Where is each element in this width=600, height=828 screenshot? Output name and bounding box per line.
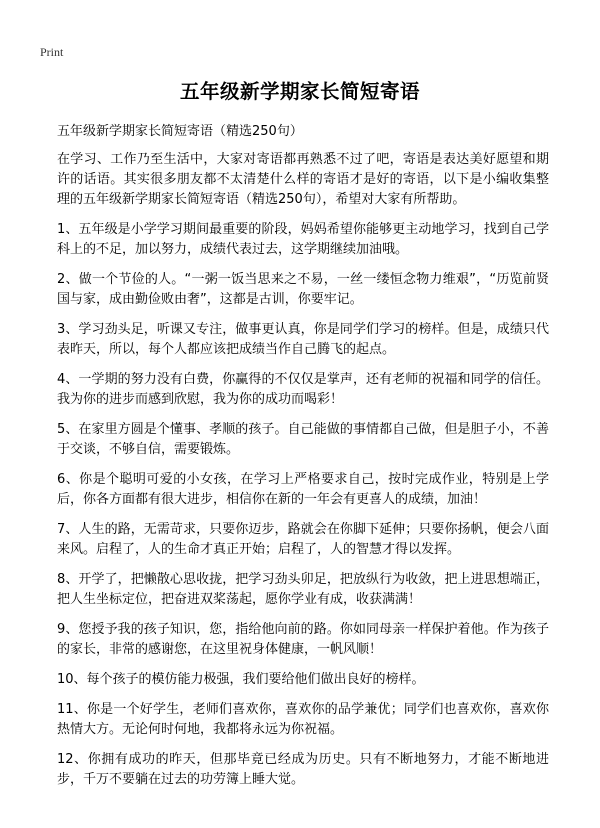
list-item: 8、开学了，把懒散心思收拢，把学习劲头卯足，把放纵行为收敛，把上进思想端正，把人生坐标定位，把奋进双桨荡起，愿你学业有成，收获满满！ — [57, 572, 549, 607]
print-link[interactable]: Print — [40, 45, 64, 59]
list-item: 9、您授予我的孩子知识，您，指给他向前的路。你如同母亲一样保护着他。作为孩子的家长，非常的感谢您，在这里祝身体健康，一帆风顺！ — [57, 622, 549, 657]
list-item: 4、一学期的努力没有白费，你赢得的不仅仅是掌声，还有老师的祝福和同学的信任。我为你的进步而感到欣慰，我为你的成功而喝彩！ — [57, 372, 549, 407]
intro-paragraph: 在学习、工作乃至生活中，大家对寄语都再熟悉不过了吧，寄语是表达美好愿望和期许的话语。其实很多朋友都不太清楚什么样的寄语才是好的寄语，以下是小编收集整理的五年级新学期家长简短寄语（精选250句），希望对大家有所帮助。 — [57, 152, 549, 207]
list-item: 5、在家里方圆是个懂事、孝顺的孩子。自己能做的事情都自己做，但是胆子小，不善于交谈，不够自信，需要锻炼。 — [57, 422, 549, 457]
list-item: 6、你是个聪明可爱的小女孩，在学习上严格要求自己，按时完成作业，特别是上学后，你各方面都有很大进步，相信你在新的一年会有更喜人的成绩，加油！ — [57, 472, 549, 507]
list-item: 7、人生的路，无需苛求，只要你迈步，路就会在你脚下延伸；只要你扬帆，便会八面来风。启程了，人的生命才真正开始；启程了，人的智慧才得以发挥。 — [57, 522, 549, 557]
list-item: 10、每个孩子的模仿能力极强，我们要给他们做出良好的榜样。 — [57, 672, 425, 687]
list-item: 3、学习劲头足，听课又专注，做事更认真，你是同学们学习的榜样。但是，成绩只代表昨天，所以，每个人都应该把成绩当作自己腾飞的起点。 — [57, 322, 549, 357]
document-subtitle: 五年级新学期家长简短寄语（精选250句） — [57, 124, 303, 139]
list-item: 1、五年级是小学学习期间最重要的阶段，妈妈希望你能够更主动地学习，找到自己学科上的不足，加以努力，成绩代表过去，这学期继续加油哦。 — [57, 222, 549, 257]
list-item: 2、做一个节俭的人。“一粥一饭当思来之不易，一丝一缕恒念物力维艰”，“历览前贤国与家，成由勤俭败由奢”，这都是古训，你要牢记。 — [57, 272, 549, 307]
page-title: 五年级新学期家长简短寄语 — [179, 80, 420, 103]
document-body — [57, 150, 549, 800]
list-item: 11、你是一个好学生，老师们喜欢你，喜欢你的品学兼优；同学们也喜欢你，喜欢你热情大方。无论何时何地，我都将永远为你祝福。 — [57, 702, 549, 737]
list-item: 12、你拥有成功的昨天，但那毕竟已经成为历史。只有不断地努力，才能不断地进步，千万不要躺在过去的功劳簿上睡大觉。 — [57, 752, 549, 787]
